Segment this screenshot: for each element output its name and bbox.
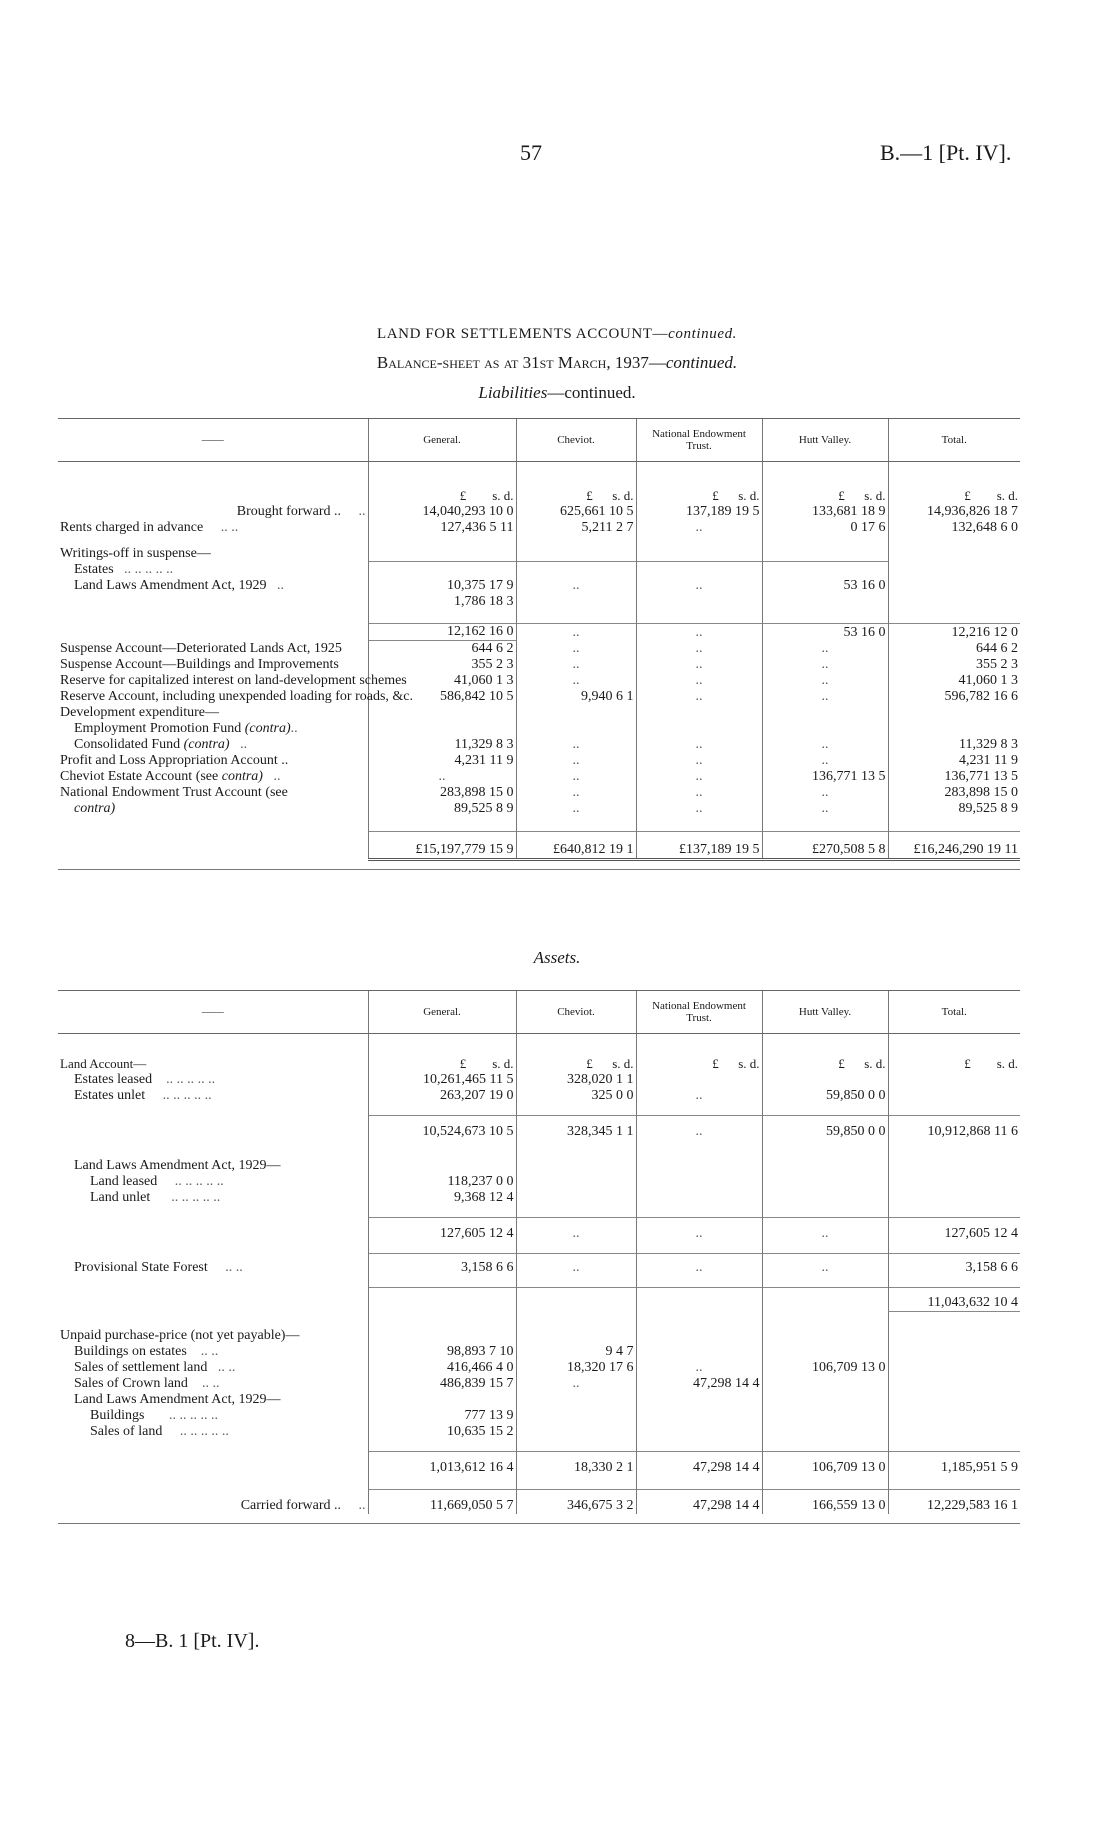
nat-endow-row (58, 785, 1020, 801)
bf-national: 137,189 19 5 (636, 504, 762, 520)
liabilities-main: Liabilities (478, 383, 548, 402)
land-unlet-label: Land unlet .. .. .. .. .. (90, 1189, 221, 1205)
susp-bld-general: 355 2 3 (368, 657, 516, 673)
estates-label: Estates .. .. .. .. .. (74, 561, 174, 577)
unlet-national: .. (636, 1088, 762, 1104)
account-title-main: LAND FOR SETTLEMENTS ACCOUNT— (376, 326, 669, 342)
writeoff-sub-total: 12,216 12 0 (888, 624, 1020, 641)
lla-sub-national: .. (636, 1218, 762, 1242)
rents-general: 127,436 5 11 (368, 520, 516, 536)
page-number: 57 (520, 140, 542, 165)
brought-forward-row (58, 504, 1020, 520)
lla-sub-general: 127,605 12 4 (368, 1218, 516, 1242)
assets-header-blank: —— (58, 991, 368, 1034)
crown-national: 47,298 14 4 (636, 1376, 762, 1392)
liabilities-header-row (58, 419, 1020, 462)
cheviot-estate-hutt: 136,771 13 5 (762, 769, 888, 785)
bf-general: 14,040,293 10 0 (368, 504, 516, 520)
writeoff-sub-hutt: 53 16 0 (762, 624, 888, 641)
assets-header-hutt: Hutt Valley. (762, 991, 888, 1034)
estates-national: .. (636, 578, 762, 594)
reserve-cap-row (58, 673, 1020, 689)
cons-national: .. (636, 737, 762, 753)
cheviot-estate-national: .. (636, 769, 762, 785)
grand-general: £15,197,779 15 9 (368, 831, 516, 859)
estates-row (58, 562, 1020, 578)
carried-forward-label: Carried forward .. .. (240, 1497, 366, 1513)
account-title (0, 326, 1114, 343)
balance-sheet-cont: continued. (665, 353, 738, 372)
pl-national: .. (636, 753, 762, 769)
assets-header-general: General. (368, 991, 516, 1034)
emp-fund-row (58, 721, 1020, 737)
lla-bld-general: 777 13 9 (368, 1408, 516, 1424)
reserve-acc-cheviot: 9,940 6 1 (516, 689, 636, 705)
nat-cheviot: .. (516, 785, 636, 801)
pl-hutt: .. (762, 753, 888, 769)
dev-exp-label: Development expenditure— (60, 705, 220, 720)
lla-sub-total: 127,605 12 4 (888, 1218, 1020, 1242)
crown-cheviot: .. (516, 1376, 636, 1392)
nat-endow-label: National Endowment Trust Account (see (60, 785, 288, 800)
unlet-general: 263,207 19 0 (368, 1088, 516, 1104)
unpaid-row (58, 1328, 1020, 1344)
assets-header-national: National Endowment Trust. (636, 991, 762, 1034)
rents-national: .. (636, 520, 762, 536)
susp-det-row (58, 641, 1020, 658)
nat-hutt: .. (762, 785, 888, 801)
susp-bld-cheviot: .. (516, 657, 636, 673)
unpaid-sub-hutt: 106,709 13 0 (762, 1452, 888, 1476)
settle-cheviot: 18,320 17 6 (516, 1360, 636, 1376)
reserve-cap-hutt: .. (762, 673, 888, 689)
susp-det-general: 644 6 2 (368, 641, 516, 658)
la-sub-hutt: 59,850 0 0 (762, 1116, 888, 1140)
leased-cheviot: 328,020 1 1 (516, 1072, 636, 1088)
writings-off-row (58, 546, 1020, 562)
grand-national: £137,189 19 5 (636, 831, 762, 859)
prov-national: .. (636, 1254, 762, 1276)
writeoff-sub-cheviot: .. (516, 624, 636, 641)
bldg-general: 98,893 7 10 (368, 1344, 516, 1360)
lla-1929-row (58, 578, 1020, 594)
susp-det-label: Suspense Account—Deteriorated Lands Act, 1925 (60, 641, 342, 656)
susp-det-cheviot: .. (516, 641, 636, 658)
land-account-row (58, 1056, 1020, 1072)
grand-total: £16,246,290 19 11 (888, 831, 1020, 859)
footer-signature: 8—B. 1 [Pt. IV]. (125, 1630, 260, 1652)
cons-total: 11,329 8 3 (888, 737, 1020, 753)
a-unit-general: £ s. d. (368, 1056, 516, 1072)
sales-land-label: Sales of land .. .. .. .. .. (90, 1423, 229, 1439)
last-general: 89,525 8 9 (368, 801, 516, 817)
profit-loss-row (58, 753, 1020, 769)
estates-general: 10,375 17 9 (368, 578, 516, 594)
a-unit-hutt: £ s. d. (762, 1056, 888, 1072)
profit-loss-label: Profit and Loss Appropriation Account .. (60, 753, 289, 768)
lla-general-row (58, 594, 1020, 610)
unit-cheviot: £ s. d. (516, 488, 636, 504)
unit-total: £ s. d. (888, 488, 1020, 504)
lla-general: 1,786 18 3 (368, 594, 516, 610)
nat-national: .. (636, 785, 762, 801)
susp-bld-total: 355 2 3 (888, 657, 1020, 673)
balance-sheet-title (0, 353, 1114, 373)
lla-title-label: Land Laws Amendment Act, 1929— (74, 1157, 281, 1173)
cons-hutt: .. (762, 737, 888, 753)
a-unit-cheviot: £ s. d. (516, 1056, 636, 1072)
liabilities-grand-total-row (58, 831, 1020, 859)
assets-header-cheviot: Cheviot. (516, 991, 636, 1034)
reserve-acc-general: 586,842 10 5 (368, 689, 516, 705)
estates-hutt: 53 16 0 (762, 578, 888, 594)
land-account-subtotal-row (58, 1116, 1020, 1140)
writings-off-label: Writings-off in suspense— (60, 545, 211, 561)
prov-total: 3,158 6 6 (888, 1254, 1020, 1276)
grand-cheviot: £640,812 19 1 (516, 831, 636, 859)
cons-fund-label: Consolidated Fund (contra) .. (74, 737, 248, 752)
liabilities-title (0, 383, 1114, 403)
bf-total: 14,936,826 18 7 (888, 504, 1020, 520)
unit-hutt: £ s. d. (762, 488, 888, 504)
nat-total: 283,898 15 0 (888, 785, 1020, 801)
rents-row (58, 520, 1020, 536)
land-leased-row (58, 1174, 1020, 1190)
cf-total: 12,229,583 16 1 (888, 1490, 1020, 1514)
land-total: 11,043,632 10 4 (888, 1288, 1020, 1312)
cheviot-estate-total: 136,771 13 5 (888, 769, 1020, 785)
header-blank: —— (58, 419, 368, 462)
leased-hutt: 59,850 0 0 (762, 1088, 888, 1104)
assets-title: Assets. (533, 948, 581, 967)
brought-forward-label: Brought forward .. .. (236, 503, 366, 519)
cheviot-estate-general: .. (368, 769, 516, 785)
rents-cheviot: 5,211 2 7 (516, 520, 636, 536)
susp-det-total: 644 6 2 (888, 641, 1020, 658)
last-cheviot: .. (516, 801, 636, 817)
cf-hutt: 166,559 13 0 (762, 1490, 888, 1514)
lla-sales-general: 10,635 15 2 (368, 1424, 516, 1440)
unit-national: £ s. d. (636, 488, 762, 504)
liabilities-table (58, 418, 1020, 870)
header-cheviot: Cheviot. (516, 419, 636, 462)
units-row (58, 488, 1020, 504)
reserve-acc-total: 596,782 16 6 (888, 689, 1020, 705)
nat-endow-contra-row (58, 801, 1020, 817)
liabilities-cont: —continued. (547, 383, 636, 402)
header-total: Total. (888, 419, 1020, 462)
land-leased-general: 118,237 0 0 (368, 1174, 516, 1190)
sales-crown-label: Sales of Crown land .. .. (74, 1375, 220, 1391)
la-sub-cheviot: 328,345 1 1 (516, 1116, 636, 1140)
estates-unlet-label: Estates unlet .. .. .. .. .. (74, 1087, 212, 1103)
cons-fund-row (58, 737, 1020, 753)
susp-bld-row (58, 657, 1020, 673)
reserve-cap-cheviot: .. (516, 673, 636, 689)
nat-endow-contra-label: contra) (74, 801, 116, 816)
unpaid-label: Unpaid purchase-price (not yet payable)— (60, 1327, 300, 1343)
susp-bld-hutt: .. (762, 657, 888, 673)
cheviot-estate-cheviot: .. (516, 769, 636, 785)
reserve-cap-total: 41,060 1 3 (888, 673, 1020, 689)
susp-det-hutt: .. (762, 641, 888, 658)
lla-short-label: Land Laws Amendment Act, 1929— (74, 1391, 281, 1407)
settle-general: 416,466 4 0 (368, 1360, 516, 1376)
susp-bld-label: Suspense Account—Buildings and Improvements (60, 657, 339, 672)
pl-cheviot: .. (516, 753, 636, 769)
cheviot-estate-label: Cheviot Estate Account (see contra) .. (60, 769, 281, 784)
lla-subtotal-row (58, 1218, 1020, 1242)
header-hutt: Hutt Valley. (762, 419, 888, 462)
cheviot-estate-row (58, 769, 1020, 785)
estates-leased-row (58, 1072, 1020, 1088)
lla-sub-cheviot: .. (516, 1218, 636, 1242)
land-unlet-general: 9,368 12 4 (368, 1190, 516, 1206)
account-title-cont: continued. (668, 326, 738, 342)
reserve-acc-hutt: .. (762, 689, 888, 705)
header-national: National Endowment Trust. (636, 419, 762, 462)
assets-header-total: Total. (888, 991, 1020, 1034)
assets-table (58, 990, 1020, 1524)
prov-forest-label: Provisional State Forest .. .. (74, 1259, 243, 1275)
unpaid-sub-cheviot: 18,330 2 1 (516, 1452, 636, 1476)
writeoff-sub-general: 12,162 16 0 (368, 624, 516, 641)
unlet-cheviot: 325 0 0 (516, 1088, 636, 1104)
rents-hutt: 0 17 6 (762, 520, 888, 536)
reserve-cap-general: 41,060 1 3 (368, 673, 516, 689)
reserve-acc-label: Reserve Account, including unexpended loading for roads, &c. (60, 689, 414, 704)
unpaid-sub-general: 1,013,612 16 4 (368, 1452, 516, 1476)
lla-sub-hutt: .. (762, 1218, 888, 1242)
prov-hutt: .. (762, 1254, 888, 1276)
buildings-label: Buildings .. .. .. .. .. (90, 1407, 218, 1423)
land-unlet-row (58, 1190, 1020, 1206)
bldg-cheviot: 9 4 7 (516, 1344, 636, 1360)
la-sub-general: 10,524,673 10 5 (368, 1116, 516, 1140)
estates-cheviot: .. (516, 578, 636, 594)
sales-settle-label: Sales of settlement land .. .. (74, 1359, 236, 1375)
bf-hutt: 133,681 18 9 (762, 504, 888, 520)
crown-general: 486,839 15 7 (368, 1376, 516, 1392)
assets-header-row (58, 991, 1020, 1034)
rents-label: Rents charged in advance .. .. (60, 519, 239, 535)
settle-national: .. (636, 1360, 762, 1376)
sales-crown-row (58, 1376, 1020, 1392)
unpaid-sub-national: 47,298 14 4 (636, 1452, 762, 1476)
carried-forward-row (58, 1490, 1020, 1514)
last-national: .. (636, 801, 762, 817)
la-sub-national: .. (636, 1116, 762, 1140)
cons-general: 11,329 8 3 (368, 737, 516, 753)
land-account-label: Land Account— (60, 1055, 147, 1071)
unpaid-sub-total: 1,185,951 5 9 (888, 1452, 1020, 1476)
cf-general: 11,669,050 5 7 (368, 1490, 516, 1514)
grand-hutt: £270,508 5 8 (762, 831, 888, 859)
a-unit-total: £ s. d. (888, 1056, 1020, 1072)
nat-general: 283,898 15 0 (368, 785, 516, 801)
writeoff-subtotal-row (58, 624, 1020, 641)
cf-cheviot: 346,675 3 2 (516, 1490, 636, 1514)
cons-cheviot: .. (516, 737, 636, 753)
document-reference: B.—1 [Pt. IV]. (880, 140, 1012, 165)
last-hutt: .. (762, 801, 888, 817)
lla-short-row (58, 1392, 1020, 1408)
settle-hutt: 106,709 13 0 (762, 1360, 888, 1376)
bf-cheviot: 625,661 10 5 (516, 504, 636, 520)
writeoff-sub-national: .. (636, 624, 762, 641)
lla-title-row (58, 1158, 1020, 1174)
estates-leased-label: Estates leased .. .. .. .. .. (74, 1071, 216, 1087)
reserve-cap-label: Reserve for capitalized interest on land-development schemes (60, 673, 407, 688)
cf-national: 47,298 14 4 (636, 1490, 762, 1514)
balance-sheet-main: Balance-sheet as at 31st March, 1937— (376, 353, 666, 372)
la-sub-total: 10,912,868 11 6 (888, 1116, 1020, 1140)
sales-land-row (58, 1424, 1020, 1440)
reserve-cap-national: .. (636, 673, 762, 689)
susp-bld-national: .. (636, 657, 762, 673)
leased-general: 10,261,465 11 5 (368, 1072, 516, 1088)
prov-cheviot: .. (516, 1254, 636, 1276)
bldg-estates-row (58, 1344, 1020, 1360)
unpaid-subtotal-row (58, 1452, 1020, 1476)
land-leased-label: Land leased .. .. .. .. .. (90, 1173, 224, 1189)
unit-general: £ s. d. (368, 488, 516, 504)
prov-forest-row (58, 1254, 1020, 1276)
estates-unlet-row (58, 1088, 1020, 1104)
pl-total: 4,231 11 9 (888, 753, 1020, 769)
sales-settle-row (58, 1360, 1020, 1376)
header-general: General. (368, 419, 516, 462)
a-unit-national: £ s. d. (636, 1056, 762, 1072)
rents-total: 132,648 6 0 (888, 520, 1020, 536)
bldg-estates-label: Buildings on estates .. .. (74, 1343, 219, 1359)
reserve-acc-row (58, 689, 1020, 705)
lla-1929-label: Land Laws Amendment Act, 1929 .. (74, 577, 284, 593)
reserve-acc-national: .. (636, 689, 762, 705)
emp-fund-label: Employment Promotion Fund (contra).. (74, 721, 298, 736)
pl-general: 4,231 11 9 (368, 753, 516, 769)
dev-exp-row (58, 705, 1020, 721)
prov-general: 3,158 6 6 (368, 1254, 516, 1276)
land-total-row (58, 1288, 1020, 1312)
susp-det-national: .. (636, 641, 762, 658)
buildings-row (58, 1408, 1020, 1424)
last-total: 89,525 8 9 (888, 801, 1020, 817)
